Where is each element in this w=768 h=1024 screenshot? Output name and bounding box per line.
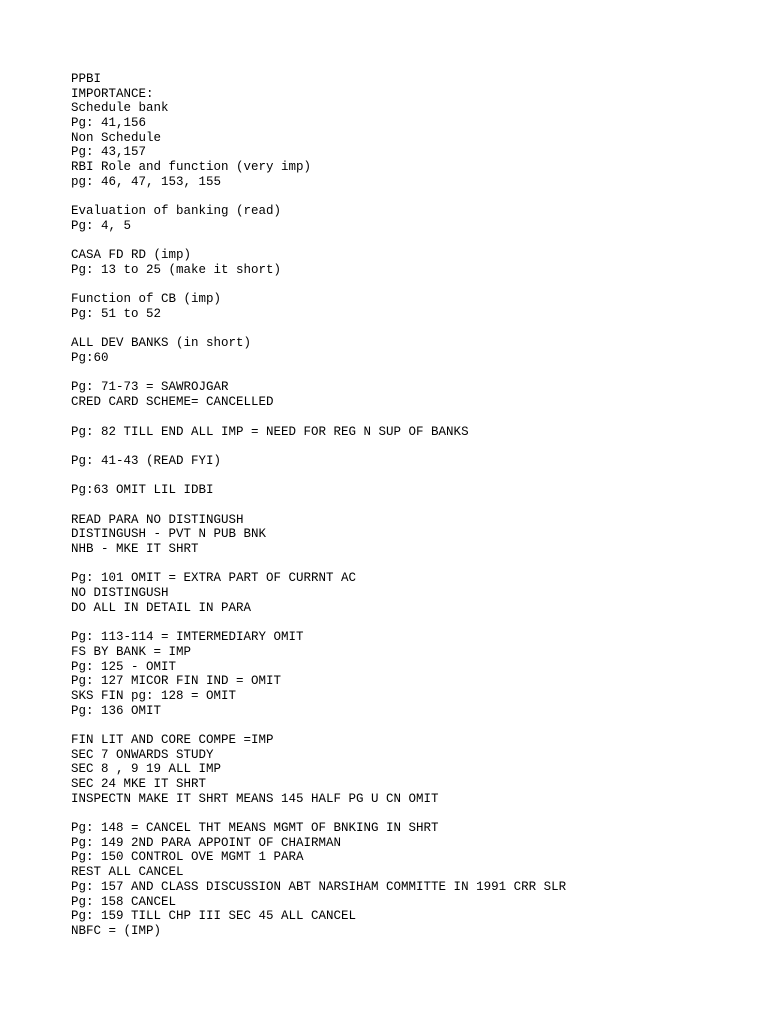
- note-line: Pg: 82 TILL END ALL IMP = NEED FOR REG N SUP OF BANKS: [71, 424, 469, 439]
- block-spacer: [71, 234, 751, 249]
- note-block: [71, 72, 751, 190]
- note-block: [71, 513, 751, 557]
- note-block: [71, 204, 751, 233]
- note-line: READ PARA NO DISTINGUSH: [71, 512, 244, 527]
- note-line: Evaluation of banking (read): [71, 204, 282, 219]
- note-line: CASA FD RD (imp): [71, 248, 192, 263]
- note-block: [71, 630, 751, 718]
- note-line: Pg: 125 - OMIT: [71, 659, 177, 674]
- note-block: [71, 821, 751, 939]
- note-line: SEC 8 , 9 19 ALL IMP: [71, 762, 222, 777]
- note-line: NBFC = (IMP): [71, 923, 162, 938]
- block-spacer: [71, 278, 751, 293]
- block-spacer: [71, 498, 751, 513]
- note-line: CRED CARD SCHEME= CANCELLED: [71, 395, 274, 410]
- note-line: Pg: 136 OMIT: [71, 703, 162, 718]
- note-line: RBI Role and function (very imp): [71, 160, 312, 175]
- note-block: [71, 733, 751, 806]
- note-line: Pg: 71-73 = SAWROJGAR: [71, 380, 229, 395]
- note-line: SEC 7 ONWARDS STUDY: [71, 747, 214, 762]
- note-block: [71, 248, 751, 277]
- note-line: SKS FIN pg: 128 = OMIT: [71, 688, 237, 703]
- notes-page: [71, 72, 751, 939]
- note-line: DISTINGUSH - PVT N PUB BNK: [71, 527, 267, 542]
- note-line: Pg: 157 AND CLASS DISCUSSION ABT NARSIHAM COMMITTE IN 1991 CRR SLR: [71, 879, 567, 894]
- block-spacer: [71, 366, 751, 381]
- note-line: REST ALL CANCEL: [71, 865, 184, 880]
- block-spacer: [71, 410, 751, 425]
- note-line: INSPECTN MAKE IT SHRT MEANS 145 HALF PG U CN OMIT: [71, 791, 439, 806]
- note-line: Pg:60: [71, 351, 109, 366]
- note-line: FIN LIT AND CORE COMPE =IMP: [71, 732, 274, 747]
- note-block: [71, 292, 751, 321]
- note-line: IMPORTANCE:: [71, 86, 154, 101]
- note-line: Pg: 127 MICOR FIN IND = OMIT: [71, 674, 282, 689]
- block-spacer: [71, 190, 751, 205]
- note-line: Pg: 4, 5: [71, 218, 132, 233]
- note-line: PPBI: [71, 72, 102, 86]
- block-spacer: [71, 806, 751, 821]
- block-spacer: [71, 615, 751, 630]
- note-line: Function of CB (imp): [71, 292, 222, 307]
- note-line: Pg: 41-43 (READ FYI): [71, 453, 222, 468]
- note-line: Pg: 148 = CANCEL THT MEANS MGMT OF BNKING IN SHRT: [71, 821, 439, 836]
- note-line: Pg: 159 TILL CHP III SEC 45 ALL CANCEL: [71, 909, 357, 924]
- note-line: NO DISTINGUSH: [71, 586, 169, 601]
- note-block: [71, 483, 751, 498]
- note-block: [71, 425, 751, 440]
- note-line: Pg: 150 CONTROL OVE MGMT 1 PARA: [71, 850, 304, 865]
- note-line: NHB - MKE IT SHRT: [71, 542, 199, 556]
- note-line: FS BY BANK = IMP: [71, 644, 192, 659]
- block-spacer: [71, 718, 751, 733]
- note-line: Pg: 158 CANCEL: [71, 894, 177, 909]
- note-line: Pg: 41,156: [71, 116, 147, 131]
- note-line: pg: 46, 47, 153, 155: [71, 174, 222, 189]
- note-line: Pg: 43,157: [71, 145, 147, 160]
- note-block: [71, 454, 751, 469]
- note-line: Schedule bank: [71, 101, 169, 116]
- note-line: SEC 24 MKE IT SHRT: [71, 777, 207, 791]
- block-spacer: [71, 322, 751, 337]
- block-spacer: [71, 469, 751, 484]
- note-line: Pg: 113-114 = IMTERMEDIARY OMIT: [71, 630, 304, 645]
- note-line: Pg: 101 OMIT = EXTRA PART OF CURRNT AC: [71, 571, 357, 586]
- block-spacer: [71, 557, 751, 572]
- note-line: Pg: 13 to 25 (make it short): [71, 262, 282, 277]
- block-spacer: [71, 439, 751, 454]
- note-line: Pg: 51 to 52: [71, 307, 162, 321]
- note-block: [71, 336, 751, 365]
- note-block: [71, 380, 751, 409]
- note-line: Pg:63 OMIT LIL IDBI: [71, 483, 214, 498]
- note-line: ALL DEV BANKS (in short): [71, 336, 252, 351]
- note-line: DO ALL IN DETAIL IN PARA: [71, 600, 252, 615]
- note-block: [71, 571, 751, 615]
- note-line: Non Schedule: [71, 130, 162, 145]
- note-line: Pg: 149 2ND PARA APPOINT OF CHAIRMAN: [71, 835, 342, 850]
